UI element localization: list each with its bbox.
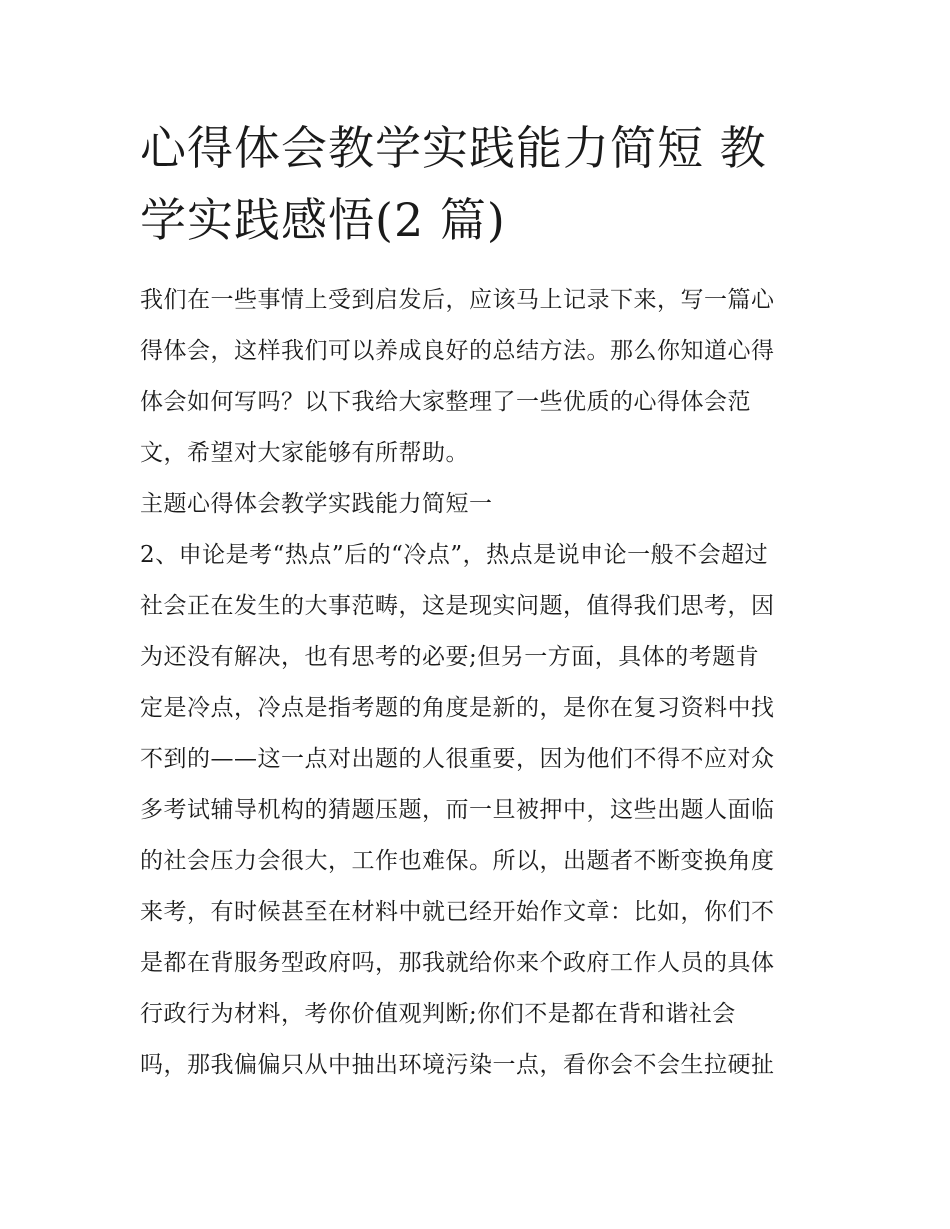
- paragraph-line-11: 吗，那我偏偏只从中抽出环境污染一点，看你会不会生拉硬扯: [140, 1052, 775, 1078]
- intro-line-1: 我们在一些事情上受到启发后，应该马上记录下来，写一篇心: [140, 287, 775, 313]
- paragraph-line-9: 是都在背服务型政府吗，那我就给你来个政府工作人员的具体: [140, 950, 775, 976]
- document-body: [140, 282, 820, 1098]
- title-line-1: 心得体会教学实践能力简短 教: [140, 121, 767, 175]
- section-heading: 主题心得体会教学实践能力简短一: [140, 491, 493, 517]
- paragraph-line-10: 行政行为材料，考你价值观判断;你们不是都在背和谐社会: [140, 1001, 736, 1027]
- intro-line-3: 体会如何写吗？以下我给大家整理了一些优质的心得体会范: [140, 389, 751, 415]
- document-title: [140, 112, 820, 256]
- title-line-2: 学实践感悟(2 篇): [140, 193, 506, 247]
- paragraph-line-8: 来考，有时候甚至在材料中就已经开始作文章：比如，你们不: [140, 899, 775, 925]
- paragraph-line-4: 定是冷点，冷点是指考题的角度是新的，是你在复习资料中找: [140, 695, 775, 721]
- paragraph-line-2: 社会正在发生的大事范畴，这是现实问题，值得我们思考，因: [140, 593, 775, 619]
- paragraph-line-3: 为还没有解决，也有思考的必要;但另一方面，具体的考题肯: [140, 644, 760, 670]
- intro-line-4: 文，希望对大家能够有所帮助。: [140, 440, 469, 466]
- paragraph-line-6: 多考试辅导机构的猜题压题，而一旦被押中，这些出题人面临: [140, 797, 775, 823]
- paragraph-line-1: 2、申论是考“热点”后的“冷点”，热点是说申论一般不会超过: [140, 542, 769, 568]
- paragraph-line-5: 不到的——这一点对出题的人很重要，因为他们不得不应对众: [140, 746, 775, 772]
- paragraph-line-7: 的社会压力会很大，工作也难保。所以，出题者不断变换角度: [140, 848, 775, 874]
- intro-line-2: 得体会，这样我们可以养成良好的总结方法。那么你知道心得: [140, 338, 775, 364]
